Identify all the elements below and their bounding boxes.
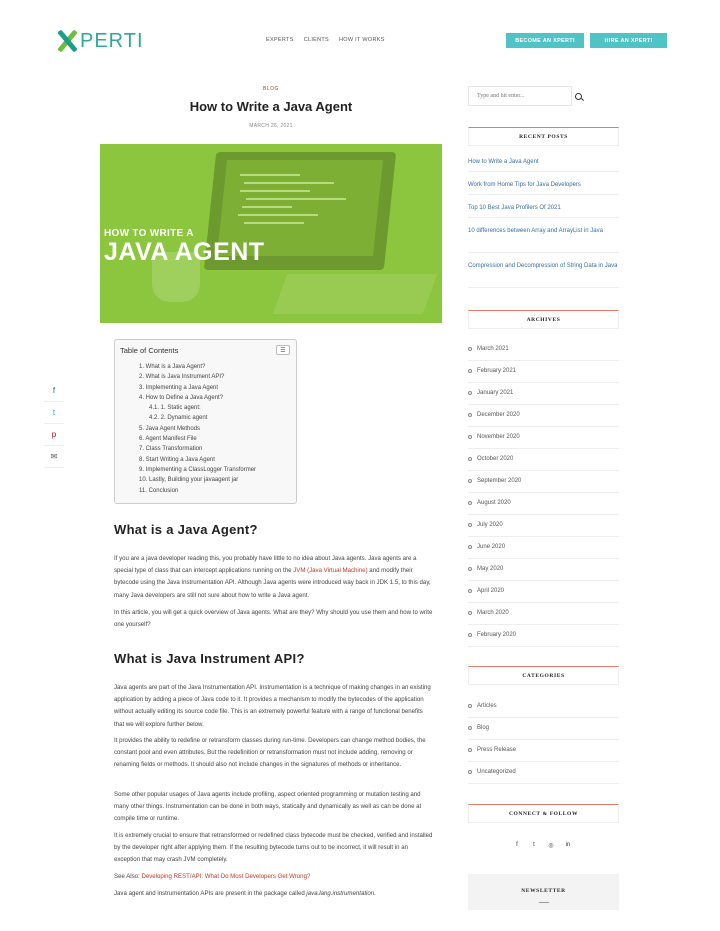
archive-item[interactable] [468, 542, 619, 552]
toc-title: Table of Contents [120, 346, 179, 355]
divider [468, 470, 619, 471]
archive-label: May 2020 [477, 566, 504, 572]
table-of-contents [114, 339, 297, 504]
linkedin-icon[interactable]: in [565, 842, 571, 848]
category-label: Blog [477, 725, 490, 731]
bullet-icon [468, 704, 472, 708]
category-label: Uncategorized [477, 769, 516, 775]
email-icon[interactable]: ✉ [44, 446, 64, 468]
bullet-icon [468, 413, 472, 417]
recent-post-link[interactable]: Top 10 Best Java Profilers Of 2021 [468, 205, 561, 211]
bullet-icon [468, 347, 472, 351]
paragraph-instrumentation: Java agents are part of the Java Instrumentation API. Instrumentation is a technique of making changes in an existing application by adding a piece of Java code to it. It provides a mechanism to modify the bytecodes of the application without actually editing its source code file. This is an extremely powerful feature with a range of functional benefits that we will explore further below. [114, 684, 431, 728]
divider [468, 646, 619, 647]
archive-label: September 2020 [477, 478, 522, 484]
archive-label: April 2020 [477, 588, 505, 594]
logo-text: PERTI [80, 29, 144, 52]
connect-follow-title: CONNECT & FOLLOW [468, 804, 619, 823]
category-item[interactable] [468, 767, 619, 777]
bullet-icon [468, 501, 472, 505]
paragraph-package: Java agent and instrumentation APIs are present in the package called java.lang.instrumentation. [114, 890, 376, 897]
toc-toggle-button[interactable] [276, 345, 290, 355]
categories-title: CATEGORIES [468, 666, 619, 685]
bullet-icon [468, 369, 472, 373]
jvm-link[interactable]: JVM (Java Virtual Machine) [293, 567, 368, 575]
hero-text-line1: HOW TO WRITE A [104, 228, 194, 239]
toc-item[interactable]: 10. Lastly, Building your javaagent jar [139, 477, 239, 484]
divider [468, 360, 619, 361]
divider [468, 252, 619, 253]
logo-x-mark [56, 30, 78, 52]
divider [468, 404, 619, 405]
archive-label: July 2020 [477, 522, 503, 528]
recent-post-link[interactable]: Compression and Decompression of String Data in Java [468, 263, 618, 269]
category-item[interactable] [468, 701, 619, 711]
toc-item[interactable]: 6. Agent Manifest File [139, 436, 197, 443]
toc-item[interactable]: 1. What is a Java Agent? [139, 364, 206, 370]
paragraph-usages: Some other popular usages of Java agents include profiling, aspect oriented programming or mutation testing and many other things. Instrumentation can be done in both ways, statically and dynamically as well as can be done at compile time or runtime. [114, 791, 422, 823]
facebook-icon[interactable]: f [516, 842, 518, 848]
archive-label: February 2021 [477, 368, 517, 374]
toc-item[interactable]: 2. What is Java Instrument API? [139, 374, 225, 381]
nav-experts[interactable]: EXPERTS [266, 37, 294, 43]
archive-item[interactable] [468, 630, 619, 640]
divider [468, 194, 619, 195]
divider [468, 739, 619, 740]
divider [468, 448, 619, 449]
toc-item[interactable]: 7. Class Transformation [139, 446, 203, 453]
archive-label: January 2021 [477, 390, 514, 396]
toc-item[interactable]: 9. Implementing a ClassLogger Transformer [139, 466, 257, 473]
newsletter-title: NEWSLETTER [521, 888, 566, 894]
archive-label: November 2020 [477, 434, 520, 440]
divider [468, 536, 619, 537]
archive-label: August 2020 [477, 500, 511, 506]
bullet-icon [468, 770, 472, 774]
paragraph-verify: It is extremely crucial to ensure that retransformed or redefined class bytecode must be checked, verified and installed by the developer right after applying them. If the resulting bytecode turns out to be incorrect, it will result in an exception that may crash JVM completely. [114, 832, 433, 864]
archive-label: June 2020 [477, 544, 506, 550]
toc-item[interactable]: 11. Conclusion [139, 487, 179, 494]
hire-xperti-button[interactable]: HIRE AN XPERTI [590, 33, 667, 48]
archive-item[interactable] [468, 476, 619, 486]
divider [468, 171, 619, 172]
bullet-icon [468, 611, 472, 615]
recent-post-link[interactable]: Work from Home Tips for Java Developers [468, 182, 581, 188]
facebook-icon[interactable]: f [44, 380, 64, 402]
archive-label: December 2020 [477, 412, 520, 418]
archive-label: March 2020 [477, 610, 509, 616]
bullet-icon [468, 567, 472, 571]
archive-item[interactable] [468, 608, 619, 618]
instagram-icon[interactable]: ◎ [548, 842, 554, 849]
paragraph-redefine: It provides the ability to redefine or retransform classes during run-time. Developers can change method bodies, the constant pool and even attributes. But the redefinition or retransformation must not include adding, removing or renaming fields or methods. It should also not include changes in the signatures of methods or inheritance. [114, 737, 426, 769]
divider [468, 580, 619, 581]
recent-post-link[interactable]: How to Write a Java Agent [468, 159, 539, 165]
divider [468, 624, 619, 625]
nav-how-it-works[interactable]: HOW IT WORKS [339, 37, 385, 43]
hero-image [100, 144, 442, 323]
article-header [100, 86, 442, 266]
divider [468, 426, 619, 427]
archive-item[interactable] [468, 388, 619, 398]
toc-item[interactable]: 5. Java Agent Methods [139, 425, 201, 432]
archive-label: March 2021 [477, 346, 509, 352]
newsletter-widget [468, 874, 619, 910]
divider [468, 217, 619, 218]
see-also: See Also: Developing REST/API: What Do Most Developers Get Wrong? [114, 873, 311, 880]
bullet-icon [468, 748, 472, 752]
search-icon[interactable] [575, 93, 582, 100]
share-rail [44, 380, 64, 468]
bullet-icon [468, 589, 472, 593]
recent-post-link[interactable]: 10 differences between Array and ArrayList in Java [468, 228, 603, 234]
bullet-icon [468, 479, 472, 483]
category-label: Press Release [477, 747, 517, 753]
divider [468, 492, 619, 493]
toc-item[interactable]: 4.1. 1. Static agent: [149, 405, 201, 412]
toc-item[interactable]: 4.2. 2. Dynamic agent [149, 415, 208, 422]
archive-item[interactable] [468, 564, 619, 574]
toc-item[interactable]: 3. Implementing a Java Agent [139, 384, 219, 391]
archives-title: ARCHIVES [468, 310, 619, 329]
toc-list [139, 362, 256, 496]
bullet-icon [468, 545, 472, 549]
page-title: How to Write a Java Agent [189, 99, 353, 114]
divider [468, 382, 619, 383]
search-input[interactable] [468, 86, 572, 106]
archive-item[interactable] [468, 586, 619, 596]
bullet-icon [468, 391, 472, 395]
bullet-icon [468, 435, 472, 439]
archive-item[interactable] [468, 366, 619, 376]
paragraph-intro: If you are a java developer reading this, you probably have little to no idea about Java agents. Java agents are a special type of class that can intercept applications running on the JVM (Java Virtual Machine) and modify their bytecode using the Java Instrumentation API. Although Java agents were introduced way back in JDK 1.5, to this day, many Java developers are still not sure about how to write a Java agent. [114, 555, 431, 599]
bullet-icon [468, 523, 472, 527]
recent-posts-title: RECENT POSTS [468, 127, 619, 146]
divider [468, 287, 619, 288]
divider [468, 558, 619, 559]
heading-instrument-api: What is Java Instrument API? [114, 651, 305, 666]
archive-item[interactable] [468, 498, 619, 508]
pinterest-icon[interactable]: p [44, 424, 64, 446]
archive-item[interactable] [468, 454, 619, 464]
bullet-icon [468, 633, 472, 637]
archive-item[interactable] [468, 344, 619, 354]
toc-item[interactable]: 8. Start Writing a Java Agent [139, 456, 215, 463]
toc-item[interactable]: 4. How to Define a Java Agent? [139, 394, 224, 401]
list-icon: ☰ [280, 347, 286, 354]
become-xperti-button[interactable]: BECOME AN XPERTI [506, 33, 584, 48]
hero-text-line2: JAVA AGENT [104, 238, 265, 266]
divider [468, 783, 619, 784]
category-item[interactable] [468, 745, 619, 755]
bullet-icon [468, 726, 472, 730]
bullet-icon [468, 457, 472, 461]
archive-label: February 2020 [477, 632, 517, 638]
archive-item[interactable] [468, 432, 619, 442]
archive-label: October 2020 [477, 456, 514, 462]
post-date: MARCH 26, 2021 [249, 123, 293, 129]
see-also-link[interactable]: Developing REST/API: What Do Most Developers Get Wrong? [141, 873, 311, 880]
nav-clients[interactable]: CLIENTS [303, 37, 330, 43]
category-label: Articles [477, 703, 497, 709]
twitter-icon[interactable]: t [533, 842, 535, 848]
archive-item[interactable] [468, 520, 619, 530]
divider [468, 602, 619, 603]
category-item[interactable] [468, 723, 619, 733]
paragraph-overview: In this article, you will get a quick overview of Java agents. What are they? Why should you use them and how to write one yourself? [114, 609, 433, 629]
heading-what-is-java-agent: What is a Java Agent? [114, 522, 258, 537]
main-nav [266, 37, 385, 43]
twitter-icon[interactable]: t [44, 402, 64, 424]
archive-item[interactable] [468, 410, 619, 420]
divider [468, 717, 619, 718]
divider [468, 514, 619, 515]
category-label[interactable]: BLOG [263, 86, 279, 92]
divider [468, 761, 619, 762]
site-logo[interactable] [56, 30, 144, 52]
newsletter-divider [539, 902, 549, 903]
